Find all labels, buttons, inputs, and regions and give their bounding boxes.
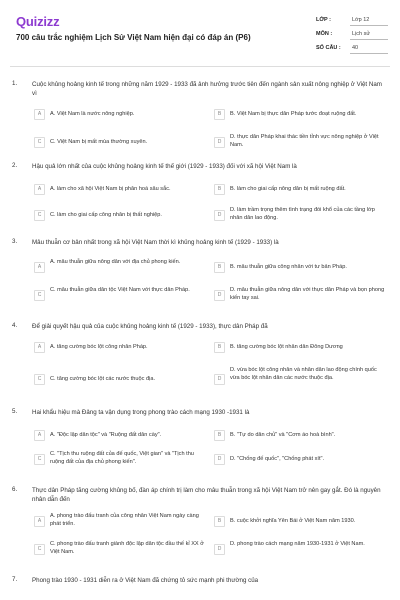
option-letter-badge: C [34,544,45,555]
option-text: D. mâu thuẫn giữa nông dân với thực dân Pháp và bọn phong kiến tay sai. [230,287,385,301]
quizizz-logo: Quizizz [16,14,60,29]
meta-subject-label: MÔN : [316,31,333,37]
option-letter-badge: D [214,137,225,148]
question-number: 3. [12,238,18,245]
question-text: Hai khẩu hiệu mà Đảng ta vận dụng trong phong trào cách mạng 1930 -1931 là [32,409,250,416]
question-text: Cuộc khủng hoảng kinh tế trong những năm 1929 - 1933 đã ảnh hưởng trước tiên đến ngành sản xuất nông nghiệp ở Việt Nam vì [32,81,382,97]
option-text: C. Việt Nam bị mất mùa thường xuyên. [50,139,148,145]
question-text: Mâu thuẫn cơ bản nhất trong xã hội Việt Nam thời kì khủng hoảng kinh tế (1929 - 1933) là [32,239,279,246]
option-text: D. phong trào cách mạng năm 1930-1931 ở Việt Nam. [230,541,365,547]
question-number: 7. [12,576,18,583]
question-text: Thực dân Pháp tăng cường khủng bố, đàn áp chính trị làm cho mâu thuẫn trong xã hội Việt Nam trở nên gay gắt. Đó là nguyên nhân dẫn đến [32,487,381,503]
question-number: 6. [12,486,18,493]
option-text: B. "Tự do dân chủ" và "Cơm áo hoà bình". [230,432,336,438]
option-letter-badge: D [214,544,225,555]
option-text: D. thực dân Pháp khai thác tiền tỉnh vực nông nghiệp ở Việt Nam. [230,134,379,148]
option-text: B. cuộc khởi nghĩa Yên Bái ở Việt Nam năm 1930. [230,518,356,524]
option-text: C. làm cho giai cấp công nhân bị thất nghiệp. [50,212,162,218]
option-text: B. mâu thuẫn giữa công nhân với tư bản Pháp. [230,264,347,270]
option-text: C. tăng cường bóc lột các nước thuộc địa. [50,376,156,382]
meta-class-label: LỚP : [316,17,331,23]
meta-question-count [316,42,396,56]
option-letter-badge: B [214,184,225,195]
option-text: C. "Tịch thu ruộng đất của đế quốc, Việt gian" và "Tịch thu ruộng đất của địa chủ phong kiến". [50,451,194,465]
option-letter-badge: B [214,342,225,353]
option-text: A. làm cho xã hội Việt Nam bị phân hoá sâu sắc. [50,186,171,192]
option-letter-badge: C [34,137,45,148]
option-letter-badge: A [34,342,45,353]
option-text: A. mâu thuẫn giữa nông dân với địa chủ phong kiến. [50,259,181,265]
option-letter-badge: B [214,516,225,527]
option-letter-badge: B [214,430,225,441]
option-text: B. làm cho giai cấp nông dân bị mất ruộng đất. [230,186,346,192]
option-text: A. Việt Nam là nước nông nghiệp. [50,111,135,117]
option-letter-badge: D [214,454,225,465]
option-letter-badge: D [214,210,225,221]
option-text: D. vừa bóc lột công nhân và nhân dân lao động chính quốc vừa bóc lột nhân dân các nước thuộc địa. [230,367,377,381]
option-letter-badge: A [34,262,45,273]
question-number: 2. [12,162,18,169]
option-letter-badge: A [34,516,45,527]
meta-subject [316,28,396,42]
meta-count-label: SỐ CÂU : [316,45,341,51]
question-text: Hậu quả lớn nhất của cuộc khủng hoảng kinh tế thế giới (1929 - 1933) đối với xã hội Việt Nam là [32,163,297,170]
option-text: A. tăng cường bóc lột công nhân Pháp. [50,344,148,350]
option-text: C. phong trào đấu tranh giành độc lập dân tộc đầu thế kỉ XX ở Việt Nam. [50,541,204,555]
question-number: 1. [12,80,18,87]
option-text: A. phong trào đấu tranh của công nhân Việt Nam ngày càng phát triển. [50,513,199,527]
option-letter-badge: D [214,374,225,385]
option-letter-badge: C [34,290,45,301]
meta-class [316,14,396,28]
meta-subject-value: Lịch sử [350,28,388,40]
option-letter-badge: A [34,109,45,120]
option-letter-badge: C [34,210,45,221]
option-letter-badge: C [34,454,45,465]
header-divider [10,66,390,67]
meta-class-value: Lớp 12 [350,14,388,26]
worksheet-header [0,0,400,64]
page-title: 700 câu trắc nghiệm Lịch Sử Việt Nam hiện đại có đáp án (P6) [16,33,251,42]
option-text: B. tăng cường bóc lột nhân dân Đông Dương [230,344,343,350]
option-text: D. "Chống đế quốc", "Chống phát xít". [230,456,325,462]
option-letter-badge: A [34,430,45,441]
option-letter-badge: B [214,262,225,273]
question-text: Phong trào 1930 - 1931 diễn ra ở Việt Nam đã chứng tỏ sức mạnh phi thường của [32,577,259,584]
option-text: C. mâu thuẫn giữa dân tộc Việt Nam với thực dân Pháp. [50,287,190,293]
question-number: 4. [12,322,18,329]
option-text: A. "Độc lập dân tộc" và "Ruộng đất dân cày". [50,432,162,438]
option-letter-badge: C [34,374,45,385]
worksheet-meta [316,14,396,56]
option-text: B. Việt Nam bị thực dân Pháp tước đoạt ruộng đất. [230,111,357,117]
option-letter-badge: B [214,109,225,120]
question-text: Để giải quyết hậu quả của cuộc khủng hoảng kinh tế (1929 - 1933), thực dân Pháp đã [32,323,268,330]
option-letter-badge: A [34,184,45,195]
meta-count-value: 40 [350,42,388,54]
option-letter-badge: D [214,290,225,301]
option-text: D. làm trầm trọng thêm tình trạng đói khổ của các tầng lớp nhân dân lao động. [230,207,375,221]
question-number: 5. [12,408,18,415]
